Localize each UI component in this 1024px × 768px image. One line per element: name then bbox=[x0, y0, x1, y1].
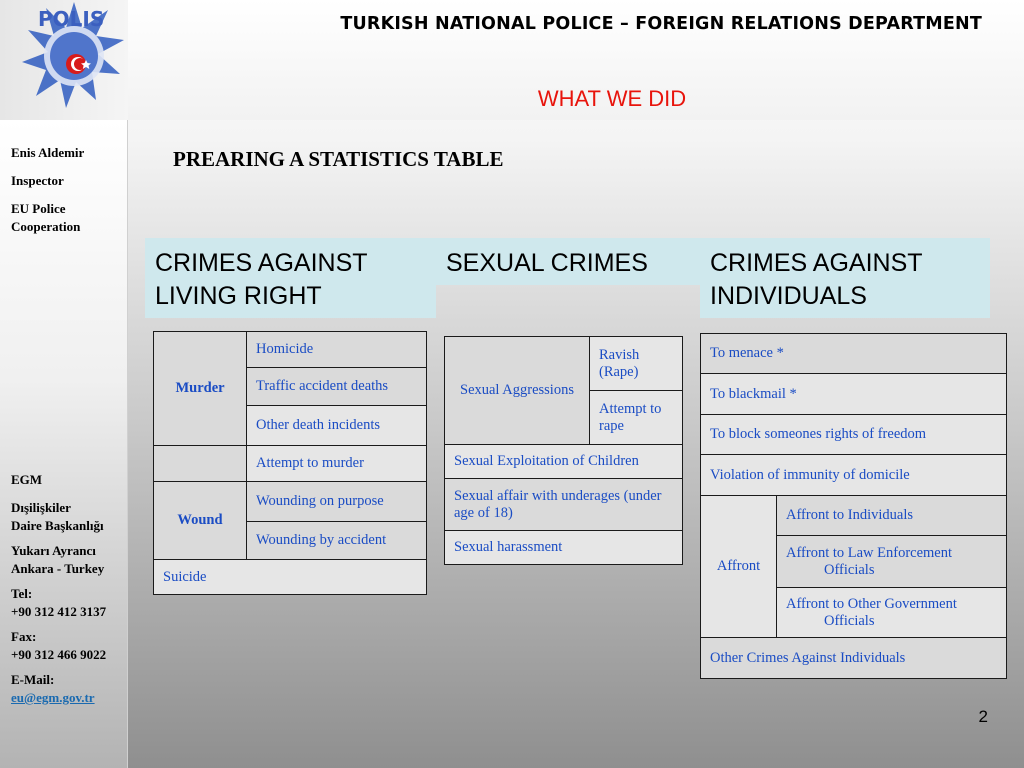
sexual-crimes-table bbox=[444, 336, 683, 565]
individuals-table bbox=[700, 333, 1007, 679]
empty-cell bbox=[154, 446, 247, 482]
affront-law-line2: Officials bbox=[824, 561, 875, 578]
address-line2: Ankara - Turkey bbox=[11, 561, 105, 576]
traffic-deaths-cell: Traffic accident deaths bbox=[247, 368, 427, 406]
wounding-accident-cell: Wounding by accident bbox=[247, 522, 427, 560]
block-rights-cell: To block someones rights of freedom bbox=[701, 415, 1007, 455]
table-row bbox=[154, 446, 427, 482]
contact-sidebar bbox=[0, 120, 128, 768]
slide-title: PREARING A STATISTICS TABLE bbox=[173, 147, 504, 171]
presenter-info bbox=[11, 144, 127, 246]
header-title: TURKISH NATIONAL POLICE – FOREIGN RELATIONS DEPARTMENT bbox=[340, 14, 982, 34]
organization-contact bbox=[11, 471, 127, 714]
suicide-cell: Suicide bbox=[154, 560, 427, 595]
table-row bbox=[445, 445, 683, 479]
tel-number: +90 312 412 3137 bbox=[11, 604, 107, 619]
address bbox=[11, 542, 127, 578]
affront-law-line1: Affront to Law Enforcement bbox=[786, 544, 953, 561]
wounding-purpose-cell: Wounding on purpose bbox=[247, 482, 427, 522]
org-name: EGM bbox=[11, 472, 43, 487]
header-bar bbox=[0, 0, 1024, 120]
homicide-cell: Homicide bbox=[247, 332, 427, 368]
affront-law-cell bbox=[777, 536, 1007, 588]
table-row bbox=[154, 332, 427, 368]
blackmail-cell: To blackmail * bbox=[701, 374, 1007, 415]
page-number: 2 bbox=[978, 707, 988, 726]
other-deaths-cell: Other death incidents bbox=[247, 406, 427, 446]
category-header-individuals: CRIMES AGAINST INDIVIDUALS bbox=[700, 238, 990, 318]
underage-affair-cell: Sexual affair with underages (under age of 18) bbox=[445, 479, 683, 531]
other-crimes-cell: Other Crimes Against Individuals bbox=[701, 638, 1007, 679]
table-row bbox=[154, 560, 427, 595]
department-name bbox=[11, 499, 127, 535]
section-subtitle: WHAT WE DID bbox=[537, 86, 687, 111]
table-row bbox=[701, 638, 1007, 679]
attempt-rape-cell: Attempt to rape bbox=[590, 391, 683, 445]
police-logo bbox=[0, 0, 128, 120]
domicile-cell: Violation of immunity of domicile bbox=[701, 455, 1007, 496]
table-row bbox=[701, 415, 1007, 455]
presenter-unit: EU Police Cooperation bbox=[11, 201, 81, 234]
address-line1: Yukarı Ayrancı bbox=[11, 543, 96, 558]
presenter-name: Enis Aldemir bbox=[11, 145, 85, 160]
exploitation-cell: Sexual Exploitation of Children bbox=[445, 445, 683, 479]
telephone bbox=[11, 585, 127, 621]
affront-gov-line2: Officials bbox=[824, 612, 875, 629]
fax-number: +90 312 466 9022 bbox=[11, 647, 107, 662]
sexual-aggressions-cell: Sexual Aggressions bbox=[445, 337, 590, 445]
dept-line2: Daire Başkanlığı bbox=[11, 518, 104, 533]
wound-cell: Wound bbox=[154, 482, 247, 560]
email-link[interactable]: eu@egm.gov.tr bbox=[11, 690, 95, 705]
table-row bbox=[154, 482, 427, 522]
table-row bbox=[701, 334, 1007, 374]
presenter-rank: Inspector bbox=[11, 173, 64, 188]
harassment-cell: Sexual harassment bbox=[445, 531, 683, 565]
table-row bbox=[445, 337, 683, 391]
fax-label: Fax: bbox=[11, 629, 37, 644]
table-row bbox=[445, 479, 683, 531]
affront-individuals-cell: Affront to Individuals bbox=[777, 496, 1007, 536]
affront-cell: Affront bbox=[701, 496, 777, 638]
menace-cell: To menace * bbox=[701, 334, 1007, 374]
table-row bbox=[701, 496, 1007, 536]
table-row bbox=[701, 374, 1007, 415]
email-label: E-Mail: bbox=[11, 672, 55, 687]
ravish-cell: Ravish (Rape) bbox=[590, 337, 683, 391]
murder-cell: Murder bbox=[154, 332, 247, 446]
affront-gov-line1: Affront to Other Government bbox=[786, 595, 957, 612]
category-header-living-right: CRIMES AGAINST LIVING RIGHT bbox=[145, 238, 436, 318]
attempt-murder-cell: Attempt to murder bbox=[247, 446, 427, 482]
email bbox=[11, 671, 127, 707]
police-badge-icon bbox=[20, 0, 128, 120]
living-right-table bbox=[153, 331, 427, 595]
fax bbox=[11, 628, 127, 664]
affront-gov-cell bbox=[777, 588, 1007, 638]
table-row bbox=[445, 531, 683, 565]
dept-line1: Dışilişkiler bbox=[11, 500, 71, 515]
table-row bbox=[701, 455, 1007, 496]
svg-text:POLIS: POLIS bbox=[38, 7, 105, 31]
category-header-sexual-crimes: SEXUAL CRIMES bbox=[436, 238, 700, 285]
tel-label: Tel: bbox=[11, 586, 33, 601]
